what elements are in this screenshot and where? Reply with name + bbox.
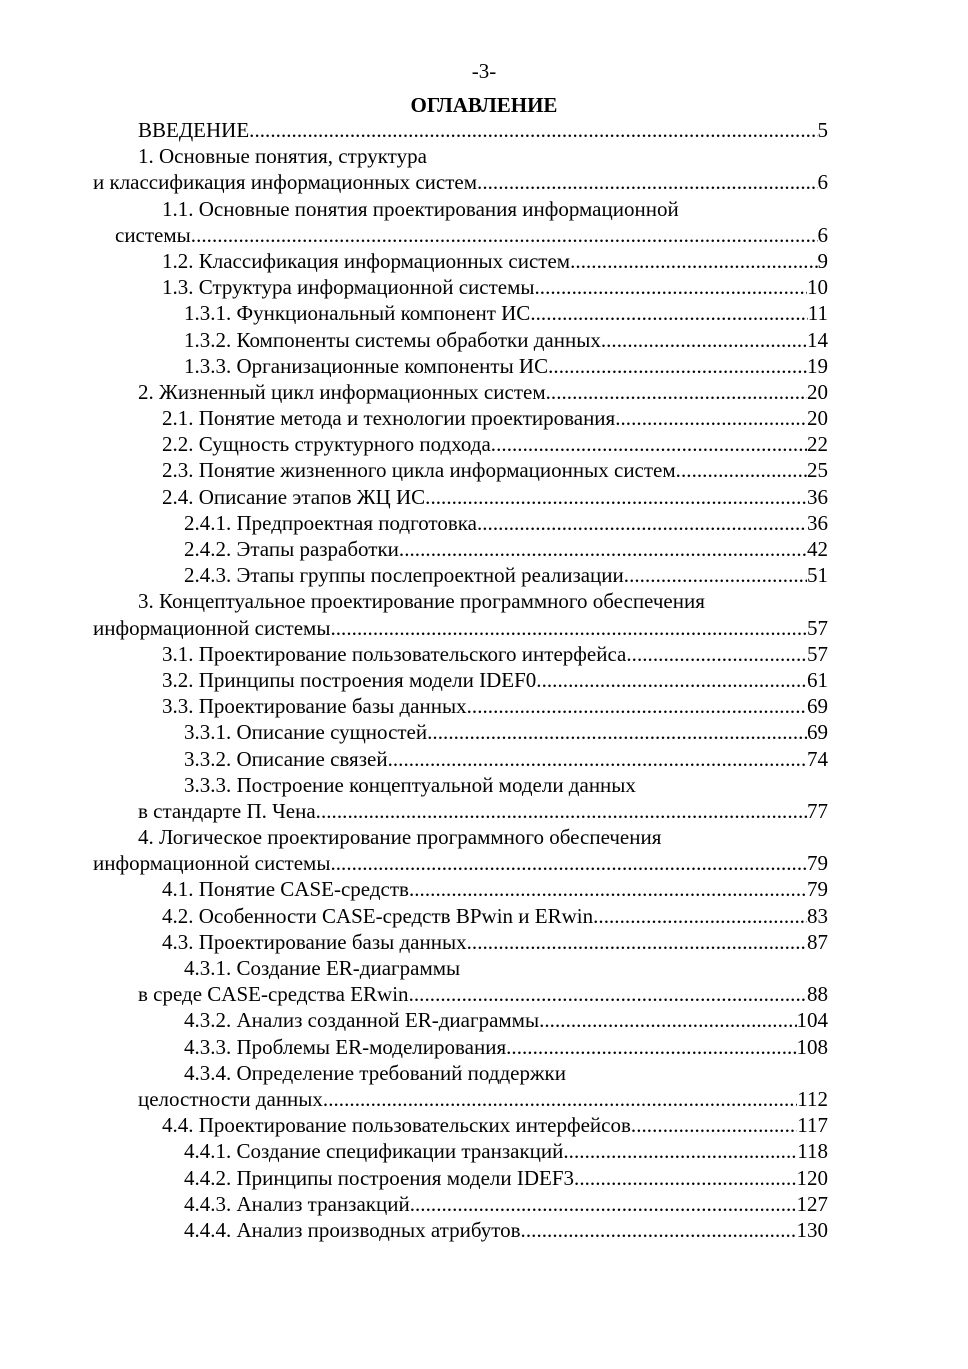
- toc-entry: [0, 929, 828, 955]
- toc-entry: [0, 274, 828, 300]
- toc-entry-page: 108: [796, 1034, 828, 1059]
- toc-entry-title: 4.3.3. Проблемы ER-моделирования: [184, 1034, 507, 1059]
- toc-entry: [0, 1060, 968, 1086]
- toc-entry-page: 112: [797, 1086, 828, 1111]
- toc-entry-title: системы: [115, 222, 191, 247]
- toc-entry-page: 88: [807, 982, 828, 1007]
- toc-entry-title: 4.2. Особенности CASE-средств BPwin и ERwin: [162, 903, 594, 928]
- toc-entry: [0, 510, 828, 536]
- toc-entry: [0, 798, 828, 824]
- dot-leader: [409, 876, 807, 902]
- toc-entry-title: 1.3. Структура информационной системы: [162, 275, 535, 300]
- toc-entry: [0, 484, 828, 510]
- toc-entry-title: 4.4. Проектирование пользовательских интерфейсов: [162, 1113, 631, 1138]
- toc-entry-title: 1.3.1. Функциональный компонент ИС: [184, 301, 531, 326]
- toc-entry: [0, 772, 968, 798]
- toc-entry-page: 22: [807, 432, 828, 457]
- toc-entry-title: 2. Жизненный цикл информационных систем: [138, 379, 546, 404]
- toc-entry: [0, 667, 828, 693]
- toc-entry-title: и классификация информационных систем: [93, 170, 478, 195]
- toc-entry-page: 104: [796, 1008, 828, 1033]
- toc-entry-page: 120: [796, 1165, 828, 1190]
- toc-entry: [0, 1086, 828, 1112]
- toc-entry-title: 2.2. Сущность структурного подхода: [162, 432, 491, 457]
- dot-leader: [548, 353, 807, 379]
- dot-leader: [521, 1217, 797, 1243]
- dot-leader: [323, 1086, 797, 1112]
- toc-entry: [0, 1034, 828, 1060]
- toc-entry-page: 36: [807, 510, 828, 535]
- toc-entry: [0, 1191, 828, 1217]
- toc-entry: [0, 641, 828, 667]
- toc-entry-page: 130: [796, 1217, 828, 1242]
- dot-leader: [530, 300, 807, 326]
- toc-entry-title: 1.3.2. Компоненты системы обработки данных: [184, 327, 601, 352]
- dot-leader: [563, 1138, 797, 1164]
- toc-entry-page: 117: [797, 1113, 828, 1138]
- toc-entry-title: 3.2. Принципы построения модели IDEF0: [162, 667, 537, 692]
- toc-entry-page: 79: [807, 877, 828, 902]
- toc-entry-page: 77: [807, 798, 828, 823]
- toc-entry-title: 2.1. Понятие метода и технологии проектирования: [162, 406, 616, 431]
- page-number: -3-: [471, 59, 497, 83]
- toc-entry: [0, 248, 828, 274]
- toc-entry: [0, 615, 828, 641]
- toc-entry-page: 118: [797, 1139, 828, 1164]
- toc-entry-title: 3. Концептуальное проектирование программного обеспечения: [138, 589, 705, 614]
- toc-entry: [0, 405, 828, 431]
- toc-entry-page: 20: [807, 379, 828, 404]
- toc-entry: [0, 353, 828, 379]
- dot-leader: [330, 615, 807, 641]
- toc-entry-title: 2.4.2. Этапы разработки: [184, 537, 399, 561]
- toc-entry: [0, 562, 828, 588]
- page-title: ОГЛАВЛЕНИЕ: [410, 93, 558, 117]
- toc-entry-title: в стандарте П. Чена: [138, 798, 316, 823]
- toc-entry-page: 61: [807, 667, 828, 692]
- toc-entry: [0, 903, 828, 929]
- toc-entry-title: 4.3.1. Создание ER-диаграммы: [184, 956, 461, 980]
- toc-entry-title: 1.1. Основные понятия проектирования информационной: [162, 196, 679, 221]
- toc-entry-page: 127: [796, 1191, 828, 1216]
- dot-leader: [249, 117, 817, 143]
- dot-leader: [539, 1007, 796, 1033]
- dot-leader: [477, 169, 817, 195]
- toc-entry: [0, 719, 828, 745]
- toc-entry-page: 11: [807, 301, 828, 326]
- dot-leader: [425, 484, 807, 510]
- toc-entry-title: информационной системы: [93, 615, 331, 640]
- toc-entry: [0, 1165, 828, 1191]
- dot-leader: [316, 798, 807, 824]
- toc-entry-title: ВВЕДЕНИЕ: [138, 118, 250, 142]
- toc-entry-title: 4.3.4. Определение требований поддержки: [184, 1060, 566, 1085]
- toc-entry: [0, 222, 828, 248]
- toc-entry-title: целостности данных: [138, 1086, 323, 1111]
- toc-entry: [0, 1112, 828, 1138]
- toc-entry-page: 57: [807, 615, 828, 640]
- dot-leader: [388, 746, 807, 772]
- toc-entry: [0, 169, 828, 195]
- dot-leader: [631, 1112, 797, 1138]
- toc-entry-title: 4.3. Проектирование базы данных: [162, 929, 467, 954]
- toc-entry: [0, 457, 828, 483]
- toc-entry-title: 2.4.3. Этапы группы послепроектной реализации: [184, 563, 624, 588]
- toc-entry-page: 69: [807, 720, 828, 745]
- toc-entry-title: 2.4.1. Предпроектная подготовка: [184, 510, 477, 535]
- toc-entry: [0, 196, 968, 222]
- toc-entry: [0, 981, 828, 1007]
- toc-entry: [0, 1138, 828, 1164]
- toc-entry-title: в среде CASE-средства ERwin: [138, 982, 409, 1007]
- dot-leader: [624, 562, 807, 588]
- toc-entry-page: 6: [817, 222, 828, 247]
- toc-entry-page: 83: [807, 903, 828, 928]
- toc-entry: [0, 1007, 828, 1033]
- toc-entry-title: 3.3.1. Описание сущностей: [184, 720, 428, 745]
- dot-leader: [330, 850, 807, 876]
- toc-entry-page: 19: [807, 353, 828, 378]
- toc-entry: [0, 143, 968, 169]
- toc-entry-page: 10: [807, 275, 828, 300]
- toc-entry: [0, 850, 828, 876]
- dot-leader: [546, 379, 807, 405]
- toc-entry-page: 69: [807, 694, 828, 719]
- dot-leader: [626, 641, 807, 667]
- toc-entry: [0, 693, 828, 719]
- table-of-contents: [0, 117, 968, 1243]
- dot-leader: [467, 693, 807, 719]
- dot-leader: [615, 405, 807, 431]
- dot-leader: [491, 431, 807, 457]
- dot-leader: [506, 1034, 796, 1060]
- toc-entry-title: 1.3.3. Организационные компоненты ИС: [184, 353, 549, 378]
- toc-entry-title: 1.2. Классификация информационных систем: [162, 248, 571, 273]
- dot-leader: [467, 929, 807, 955]
- toc-entry-page: 20: [807, 406, 828, 431]
- dot-leader: [570, 248, 817, 274]
- toc-entry-title: 1. Основные понятия, структура: [138, 144, 427, 169]
- toc-entry-title: 4.4.3. Анализ транзакций: [184, 1191, 410, 1216]
- toc-entry: [0, 824, 968, 850]
- toc-entry-title: информационной системы: [93, 851, 331, 876]
- toc-entry-page: 9: [817, 248, 828, 273]
- toc-entry: [0, 379, 828, 405]
- toc-entry: [0, 431, 828, 457]
- dot-leader: [536, 667, 807, 693]
- dot-leader: [601, 327, 807, 353]
- dot-leader: [409, 981, 807, 1007]
- toc-entry-title: 3.3.3. Построение концептуальной модели данных: [184, 772, 636, 797]
- dot-leader: [477, 510, 807, 536]
- toc-entry: [0, 536, 828, 562]
- toc-entry-page: 5: [817, 118, 828, 142]
- toc-entry: [0, 327, 828, 353]
- dot-leader: [399, 536, 807, 562]
- toc-entry: [0, 746, 828, 772]
- toc-entry-title: 3.3. Проектирование базы данных: [162, 694, 467, 719]
- toc-entry: [0, 876, 828, 902]
- toc-entry-title: 3.3.2. Описание связей: [184, 746, 388, 771]
- toc-entry: [0, 588, 968, 614]
- toc-entry-title: 4.4.2. Принципы построения модели IDEF3: [184, 1165, 575, 1190]
- toc-entry: [0, 117, 828, 143]
- toc-entry-page: 57: [807, 641, 828, 666]
- dot-leader: [676, 457, 807, 483]
- toc-entry-title: 2.4. Описание этапов ЖЦ ИС: [162, 484, 426, 509]
- toc-entry-page: 42: [807, 537, 828, 561]
- dot-leader: [593, 903, 807, 929]
- dot-leader: [427, 719, 807, 745]
- toc-entry-title: 2.3. Понятие жизненного цикла информационных систем: [162, 458, 676, 483]
- toc-entry-title: 4.1. Понятие CASE-средств: [162, 877, 409, 902]
- toc-entry-page: 25: [807, 458, 828, 483]
- toc-entry-title: 3.1. Проектирование пользовательского интерфейса: [162, 641, 627, 666]
- dot-leader: [534, 274, 807, 300]
- toc-entry-page: 74: [807, 746, 828, 771]
- toc-entry-title: 4. Логическое проектирование программного обеспечения: [138, 825, 662, 850]
- toc-entry-page: 87: [807, 929, 828, 954]
- toc-entry: [0, 955, 968, 981]
- toc-entry-title: 4.3.2. Анализ созданной ER-диаграммы: [184, 1008, 540, 1033]
- toc-entry: [0, 1217, 828, 1243]
- dot-leader: [191, 222, 818, 248]
- dot-leader: [574, 1165, 796, 1191]
- dot-leader: [410, 1191, 797, 1217]
- toc-entry-title: 4.4.4. Анализ производных атрибутов: [184, 1217, 521, 1242]
- toc-entry-page: 14: [807, 327, 828, 352]
- toc-entry-page: 36: [807, 484, 828, 509]
- toc-entry-page: 6: [817, 170, 828, 195]
- toc-entry-title: 4.4.1. Создание спецификации транзакций: [184, 1139, 564, 1164]
- toc-entry-page: 51: [807, 563, 828, 588]
- toc-entry: [0, 300, 828, 326]
- toc-entry-page: 79: [807, 851, 828, 876]
